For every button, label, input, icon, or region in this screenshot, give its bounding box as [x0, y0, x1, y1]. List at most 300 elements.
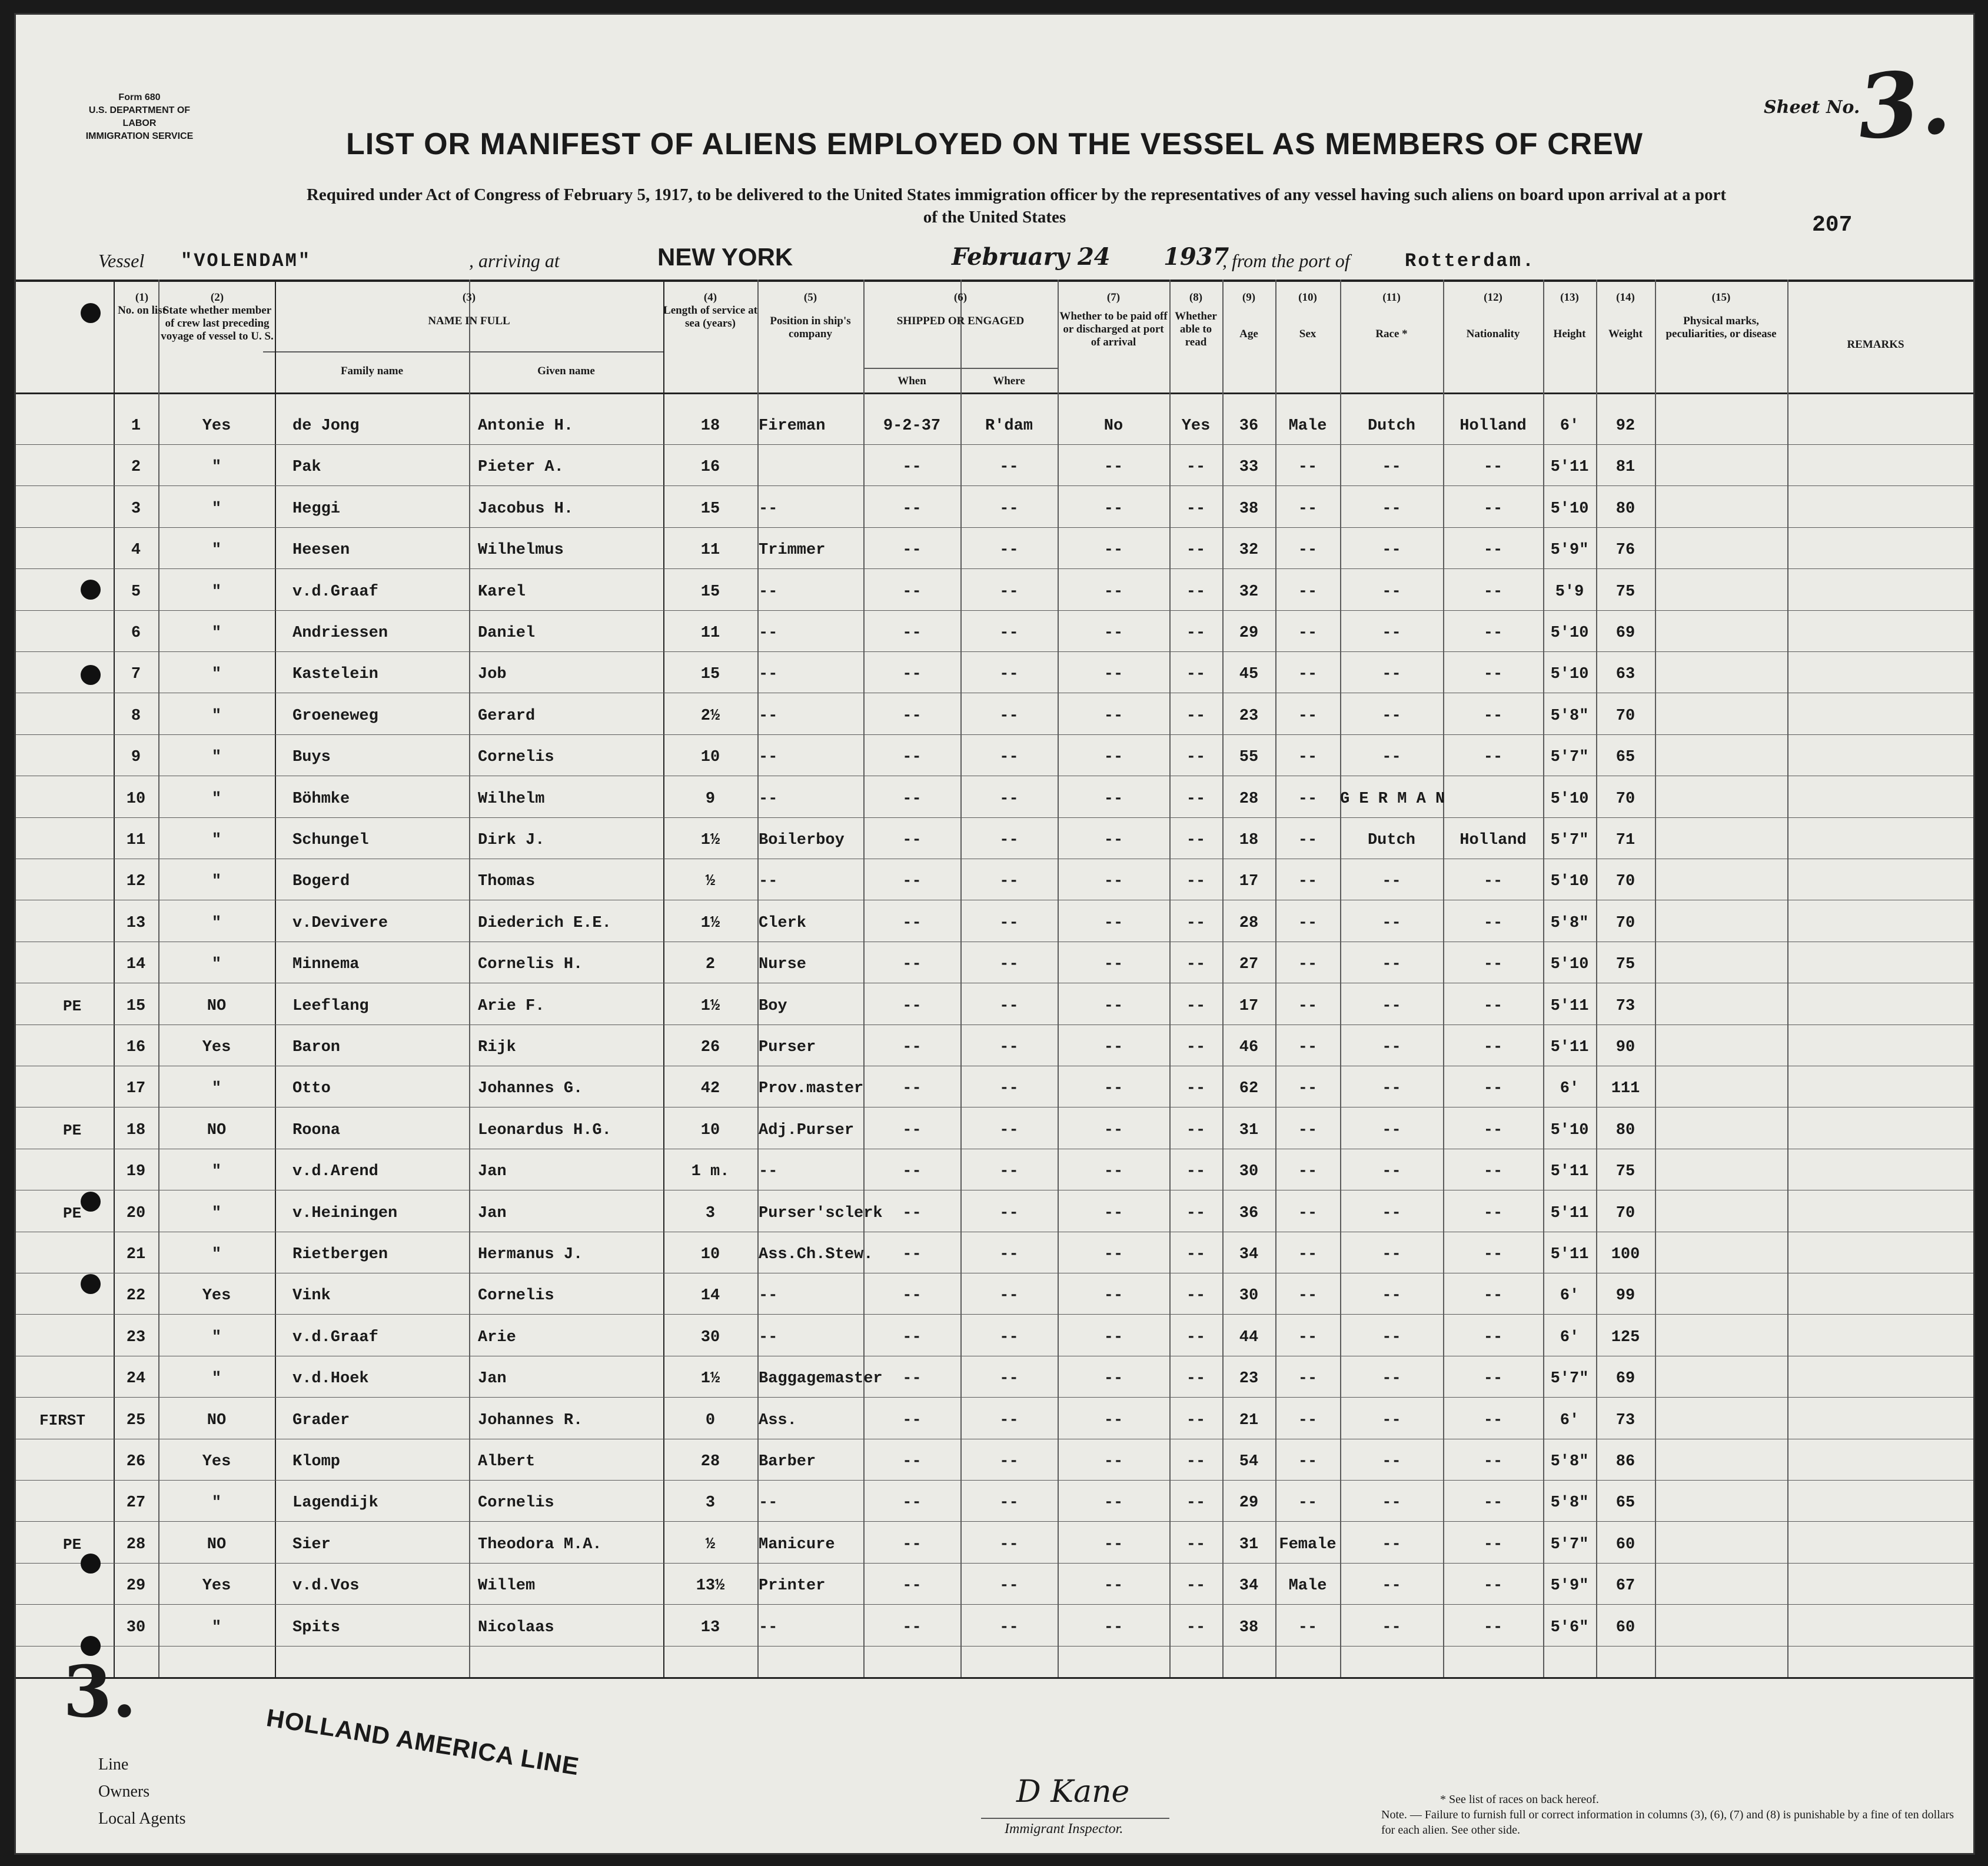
cell-nat: -- — [1483, 1328, 1503, 1346]
cell-no: 9 — [131, 749, 141, 767]
cell-weight: 69 — [1615, 624, 1635, 642]
cell-age: 31 — [1239, 1121, 1259, 1139]
cell-height: 5'10 — [1550, 873, 1589, 891]
cell-service: 1½ — [700, 1370, 720, 1388]
punch-hole — [81, 1274, 101, 1294]
cell-when: -- — [902, 1287, 922, 1305]
cell-prev: " — [211, 1163, 222, 1181]
cell-no: 16 — [126, 1039, 146, 1056]
cell-read: -- — [1186, 624, 1206, 642]
cell-given: Arie F. — [478, 997, 545, 1015]
cell-age: 23 — [1239, 707, 1259, 725]
cell-when: -- — [902, 749, 922, 767]
cell-weight: 125 — [1611, 1328, 1640, 1346]
cell-no: 1 — [131, 417, 141, 435]
cell-nat: -- — [1483, 749, 1503, 767]
cell-service: ½ — [705, 873, 716, 891]
cell-age: 45 — [1239, 666, 1259, 684]
cell-age: 29 — [1239, 624, 1259, 642]
margin-note: PE — [63, 997, 82, 1015]
cell-race: -- — [1382, 1039, 1401, 1056]
cell-position: Manicure — [759, 1535, 835, 1554]
cell-no: 12 — [126, 873, 146, 891]
col-header-family: Family name — [340, 365, 404, 377]
cell-read: -- — [1186, 1246, 1206, 1263]
cell-sex: -- — [1298, 749, 1318, 767]
cell-no: 5 — [131, 583, 141, 601]
cell-read: -- — [1186, 1577, 1206, 1595]
cell-when: -- — [902, 707, 922, 725]
cell-position: -- — [759, 500, 778, 518]
cell-age: 46 — [1239, 1039, 1259, 1056]
cell-weight: 90 — [1615, 1039, 1635, 1056]
col-header-1: (1) No. on list — [118, 291, 166, 317]
cell-race: -- — [1382, 749, 1401, 767]
cell-where: -- — [999, 500, 1019, 518]
cell-family: Groeneweg — [292, 707, 378, 725]
cell-position: -- — [759, 583, 778, 601]
cell-race: -- — [1382, 1121, 1401, 1139]
cell-race: -- — [1382, 1246, 1401, 1263]
cell-age: 31 — [1239, 1535, 1259, 1554]
cell-age: 32 — [1239, 583, 1259, 601]
cell-family: Lagendijk — [292, 1494, 378, 1512]
cell-nat: -- — [1483, 1411, 1503, 1429]
cell-paid: -- — [1103, 1370, 1123, 1388]
col-header-when: When — [897, 375, 926, 387]
cell-paid: -- — [1103, 749, 1123, 767]
cell-given: Johannes R. — [478, 1411, 583, 1429]
cell-no: 10 — [126, 790, 146, 808]
cell-height: 6' — [1560, 417, 1580, 435]
cell-family: Klomp — [292, 1453, 341, 1471]
cell-weight: 65 — [1615, 749, 1635, 767]
cell-given: Antonie H. — [478, 417, 574, 435]
cell-no: 27 — [126, 1494, 146, 1512]
cell-race: Dutch — [1367, 417, 1415, 435]
cell-prev: Yes — [202, 1039, 231, 1056]
cell-race: -- — [1382, 873, 1401, 891]
cell-family: Böhmke — [292, 790, 350, 808]
cell-height: 5'8" — [1550, 1494, 1589, 1512]
cell-age: 29 — [1239, 1494, 1259, 1512]
cell-family: Leeflang — [292, 997, 369, 1015]
cell-prev: " — [211, 1080, 222, 1098]
cell-service: ½ — [705, 1535, 716, 1554]
cell-when: -- — [902, 583, 922, 601]
cell-paid: -- — [1103, 914, 1123, 932]
cell-read: -- — [1186, 1494, 1206, 1512]
cell-nat: -- — [1483, 914, 1503, 932]
cell-paid: -- — [1103, 1163, 1123, 1181]
cell-age: 17 — [1239, 997, 1259, 1015]
cell-sex: -- — [1298, 624, 1318, 642]
cell-where: -- — [999, 956, 1019, 974]
cell-height: 6' — [1560, 1287, 1580, 1305]
cell-race: -- — [1382, 1577, 1401, 1595]
cell-position: -- — [759, 707, 778, 725]
cell-family: Minnema — [292, 956, 360, 974]
cell-family: Bogerd — [292, 873, 350, 891]
cell-nat: Holland — [1460, 831, 1527, 849]
cell-family: Heggi — [292, 500, 341, 518]
cell-family: v.d.Arend — [292, 1163, 378, 1181]
col-header-4: (4) Length of service at sea (years) — [663, 291, 757, 330]
cell-when: -- — [902, 541, 922, 560]
cell-race: -- — [1382, 1370, 1401, 1388]
cell-height: 5'10 — [1550, 956, 1589, 974]
cell-when: -- — [902, 666, 922, 684]
cell-given: Wilhelmus — [478, 541, 564, 560]
cell-nat: -- — [1483, 956, 1503, 974]
cell-given: Gerard — [478, 707, 536, 725]
cell-service: 30 — [700, 1328, 720, 1346]
cell-given: Johannes G. — [478, 1080, 583, 1098]
cell-family: de Jong — [292, 417, 360, 435]
cell-weight: 80 — [1615, 500, 1635, 518]
cell-weight: 73 — [1615, 1411, 1635, 1429]
cell-service: 2½ — [700, 707, 720, 725]
cell-service: 0 — [705, 1411, 716, 1429]
cell-race: G E R M A N — [1340, 790, 1445, 808]
cell-nat: -- — [1483, 458, 1503, 477]
cell-nat: -- — [1483, 1204, 1503, 1222]
cell-where: -- — [999, 1080, 1019, 1098]
col-header-remarks: REMARKS — [1847, 338, 1904, 351]
cell-height: 5'10 — [1550, 790, 1589, 808]
punch-hole — [81, 1192, 101, 1212]
cell-weight: 86 — [1615, 1453, 1635, 1471]
sheet-number: 3. — [1854, 49, 1954, 160]
sheet-stamp: 207 — [1812, 212, 1853, 238]
page-title: LIST OR MANIFEST OF ALIENS EMPLOYED ON THE VESSEL AS MEMBERS OF CREW — [346, 127, 1643, 161]
cell-when: -- — [902, 1039, 922, 1056]
cell-race: -- — [1382, 500, 1401, 518]
cell-given: Pieter A. — [478, 458, 564, 477]
cell-no: 17 — [126, 1080, 146, 1098]
cell-sex: Male — [1288, 1577, 1327, 1595]
cell-no: 6 — [131, 624, 141, 642]
cell-height: 5'8" — [1550, 914, 1589, 932]
cell-weight: 92 — [1615, 417, 1635, 435]
cell-no: 15 — [126, 997, 146, 1015]
cell-prev: " — [211, 790, 222, 808]
cell-when: -- — [902, 1453, 922, 1471]
cell-prev: " — [211, 666, 222, 684]
form-department: U.S. DEPARTMENT OF LABOR — [88, 105, 191, 128]
cell-prev: NO — [207, 1535, 227, 1554]
cell-race: -- — [1382, 541, 1401, 560]
cell-position: Fireman — [759, 417, 826, 435]
cell-sex: -- — [1298, 1328, 1318, 1346]
from-port: Rotterdam. — [1405, 250, 1536, 272]
cell-sex: -- — [1298, 873, 1318, 891]
cell-when: -- — [902, 790, 922, 808]
cell-given: Daniel — [478, 624, 536, 642]
cell-prev: " — [211, 1246, 222, 1263]
cell-weight: 75 — [1615, 1163, 1635, 1181]
cell-paid: -- — [1103, 624, 1123, 642]
cell-given: Jan — [478, 1370, 507, 1388]
cell-sex: -- — [1298, 541, 1318, 560]
cell-race: -- — [1382, 1328, 1401, 1346]
cell-read: -- — [1186, 1411, 1206, 1429]
footnotes: * See list of races on back hereof. Note. — Failure to furnish full or correct information in columns (3), (6), (7) and (8) is punishable by a fine of ten dollars for each alien. See other side. — [1381, 1793, 1954, 1837]
cell-sex: Male — [1288, 417, 1327, 435]
cell-weight: 70 — [1615, 707, 1635, 725]
cell-read: -- — [1186, 1618, 1206, 1637]
cell-service: 14 — [700, 1287, 720, 1305]
cell-prev: " — [211, 956, 222, 974]
cell-nat: -- — [1483, 1121, 1503, 1139]
cell-no: 3 — [131, 500, 141, 518]
col-header-7: (7) Whether to be paid off or discharged at port of arrival — [1059, 291, 1168, 348]
cell-nat: -- — [1483, 1287, 1503, 1305]
cell-read: -- — [1186, 541, 1206, 560]
cell-service: 42 — [700, 1080, 720, 1098]
subtitle-line1: Required under Act of Congress of February 5, 1917, to be delivered to the United States immigration officer by the representatives of any vessel having such aliens on board upon arrival at a port — [306, 185, 1727, 204]
form-number: Form 680 — [118, 92, 161, 102]
cell-height: 5'9 — [1555, 583, 1584, 601]
cell-paid: -- — [1103, 1287, 1123, 1305]
cell-read: -- — [1186, 1453, 1206, 1471]
cell-family: v.d.Hoek — [292, 1370, 369, 1388]
cell-read: -- — [1186, 500, 1206, 518]
cell-weight: 71 — [1615, 831, 1635, 849]
col-header-2: (2) State whether member of crew last preceding voyage of vessel to U. S. — [161, 291, 274, 342]
cell-where: -- — [999, 1535, 1019, 1554]
cell-service: 3 — [705, 1494, 716, 1512]
cell-where: -- — [999, 1618, 1019, 1637]
cell-race: Dutch — [1367, 831, 1415, 849]
cell-sex: -- — [1298, 1453, 1318, 1471]
cell-sex: -- — [1298, 1494, 1318, 1512]
col-header-5: (5) Position in ship's company — [770, 291, 851, 340]
cell-where: -- — [999, 541, 1019, 560]
cell-race: -- — [1382, 914, 1401, 932]
cell-age: 44 — [1239, 1328, 1259, 1346]
cell-paid: -- — [1103, 1204, 1123, 1222]
cell-no: 20 — [126, 1204, 146, 1222]
handwritten-sheet-number: 3. — [63, 1651, 137, 1734]
cell-nat: -- — [1483, 541, 1503, 560]
cell-no: 11 — [126, 831, 146, 849]
cell-race: -- — [1382, 1453, 1401, 1471]
cell-read: -- — [1186, 666, 1206, 684]
cell-when: -- — [902, 1411, 922, 1429]
cell-prev: " — [211, 1370, 222, 1388]
cell-position: -- — [759, 666, 778, 684]
cell-age: 38 — [1239, 1618, 1259, 1637]
cell-service: 1½ — [700, 831, 720, 849]
cell-no: 18 — [126, 1121, 146, 1139]
cell-position: Trimmer — [759, 541, 826, 560]
cell-nat: -- — [1483, 997, 1503, 1015]
margin-note: PE — [63, 1204, 82, 1222]
cell-no: 7 — [131, 666, 141, 684]
cell-service: 15 — [700, 666, 720, 684]
cell-position: Purser — [759, 1039, 816, 1056]
cell-read: -- — [1186, 1080, 1206, 1098]
cell-sex: -- — [1298, 1287, 1318, 1305]
cell-when: -- — [902, 1535, 922, 1554]
cell-position: Baggagemaster — [759, 1370, 883, 1388]
cell-position: Prov.master — [759, 1080, 864, 1098]
cell-age: 18 — [1239, 831, 1259, 849]
cell-weight: 70 — [1615, 1204, 1635, 1222]
cell-service: 15 — [700, 500, 720, 518]
cell-sex: -- — [1298, 1121, 1318, 1139]
inspector-label: Immigrant Inspector. — [1005, 1821, 1123, 1837]
cell-nat: -- — [1483, 873, 1503, 891]
cell-prev: Yes — [202, 1453, 231, 1471]
cell-height: 5'10 — [1550, 500, 1589, 518]
cell-prev: " — [211, 873, 222, 891]
cell-weight: 60 — [1615, 1618, 1635, 1637]
cell-race: -- — [1382, 1411, 1401, 1429]
cell-weight: 69 — [1615, 1370, 1635, 1388]
cell-position: Purser'sclerk — [759, 1204, 883, 1222]
cell-sex: Female — [1279, 1535, 1337, 1554]
cell-no: 2 — [131, 458, 141, 477]
cell-age: 62 — [1239, 1080, 1259, 1098]
cell-race: -- — [1382, 458, 1401, 477]
cell-position: Adj.Purser — [759, 1121, 855, 1139]
cell-height: 5'10 — [1550, 1121, 1589, 1139]
cell-height: 6' — [1560, 1411, 1580, 1429]
inspector-signature: D Kane — [1016, 1774, 1130, 1810]
cell-weight: 75 — [1615, 583, 1635, 601]
cell-given: Jacobus H. — [478, 500, 574, 518]
cell-family: v.Devivere — [292, 914, 388, 932]
col-header-14: (14) Weight — [1608, 291, 1643, 340]
cell-read: -- — [1186, 1287, 1206, 1305]
cell-position: -- — [759, 1328, 778, 1346]
cell-position: -- — [759, 624, 778, 642]
cell-position: -- — [759, 749, 778, 767]
cell-family: Spits — [292, 1618, 341, 1637]
cell-no: 29 — [126, 1577, 146, 1595]
col-header-11: (11) Race * — [1375, 291, 1408, 340]
cell-family: Grader — [292, 1411, 350, 1429]
manifest-sheet — [14, 13, 1975, 1855]
cell-height: 5'9" — [1550, 1577, 1589, 1595]
margin-note: PE — [63, 1121, 82, 1139]
cell-position: Barber — [759, 1453, 816, 1471]
cell-height: 5'11 — [1550, 1039, 1589, 1056]
cell-read: -- — [1186, 1163, 1206, 1181]
cell-given: Hermanus J. — [478, 1246, 583, 1263]
cell-paid: -- — [1103, 1453, 1123, 1471]
cell-service: 3 — [705, 1204, 716, 1222]
cell-age: 30 — [1239, 1163, 1259, 1181]
cell-nat: -- — [1483, 1577, 1503, 1595]
cell-family: Sier — [292, 1535, 331, 1554]
cell-prev: " — [211, 541, 222, 560]
margin-note: PE — [63, 1535, 82, 1554]
cell-position: -- — [759, 873, 778, 891]
line-label: Line — [98, 1755, 129, 1774]
cell-family: v.Heiningen — [292, 1204, 398, 1222]
cell-prev: " — [211, 458, 222, 477]
cell-where: -- — [999, 1370, 1019, 1388]
cell-weight: 75 — [1615, 956, 1635, 974]
cell-nat: -- — [1483, 1080, 1503, 1098]
cell-sex: -- — [1298, 1163, 1318, 1181]
cell-nat: -- — [1483, 624, 1503, 642]
col-header-3: (3) NAME IN FULL — [428, 291, 510, 327]
cell-weight: 65 — [1615, 1494, 1635, 1512]
cell-service: 2 — [705, 956, 716, 974]
cell-when: -- — [902, 1370, 922, 1388]
cell-nat: -- — [1483, 1494, 1503, 1512]
cell-age: 36 — [1239, 417, 1259, 435]
cell-given: Albert — [478, 1453, 536, 1471]
cell-paid: -- — [1103, 956, 1123, 974]
cell-height: 5'8" — [1550, 1453, 1589, 1471]
cell-where: -- — [999, 1121, 1019, 1139]
cell-position: -- — [759, 1287, 778, 1305]
cell-age: 54 — [1239, 1453, 1259, 1471]
cell-service: 13½ — [696, 1577, 725, 1595]
cell-where: -- — [999, 831, 1019, 849]
cell-service: 16 — [700, 458, 720, 477]
cell-where: -- — [999, 914, 1019, 932]
cell-prev: " — [211, 583, 222, 601]
cell-height: 5'9" — [1550, 541, 1589, 560]
cell-sex: -- — [1298, 1411, 1318, 1429]
cell-height: 5'10 — [1550, 624, 1589, 642]
cell-prev: " — [211, 749, 222, 767]
cell-sex: -- — [1298, 1370, 1318, 1388]
cell-nat: -- — [1483, 1039, 1503, 1056]
cell-race: -- — [1382, 1080, 1401, 1098]
cell-given: Karel — [478, 583, 526, 601]
cell-position: -- — [759, 790, 778, 808]
cell-prev: " — [211, 707, 222, 725]
cell-no: 8 — [131, 707, 141, 725]
cell-prev: Yes — [202, 1577, 231, 1595]
col-header-8: (8) Whether able to read — [1175, 291, 1217, 348]
cell-when: -- — [902, 1163, 922, 1181]
cell-height: 5'8" — [1550, 707, 1589, 725]
cell-where: -- — [999, 1328, 1019, 1346]
cell-paid: -- — [1103, 1618, 1123, 1637]
cell-sex: -- — [1298, 1080, 1318, 1098]
punch-hole — [81, 580, 101, 600]
cell-paid: -- — [1103, 1246, 1123, 1263]
cell-family: Buys — [292, 749, 331, 767]
cell-nat: -- — [1483, 1535, 1503, 1554]
cell-family: Rietbergen — [292, 1246, 388, 1263]
cell-paid: -- — [1103, 1577, 1123, 1595]
cell-given: Job — [478, 666, 507, 684]
cell-paid: -- — [1103, 500, 1123, 518]
cell-sex: -- — [1298, 666, 1318, 684]
cell-given: Theodora M.A. — [478, 1535, 602, 1554]
cell-prev: NO — [207, 997, 227, 1015]
cell-where: -- — [999, 1453, 1019, 1471]
cell-read: -- — [1186, 1535, 1206, 1554]
cell-position: Ass.Ch.Stew. — [759, 1246, 873, 1263]
cell-race: -- — [1382, 997, 1401, 1015]
cell-read: -- — [1186, 583, 1206, 601]
cell-sex: -- — [1298, 1618, 1318, 1637]
cell-sex: -- — [1298, 1204, 1318, 1222]
cell-no: 14 — [126, 956, 146, 974]
cell-race: -- — [1382, 1287, 1401, 1305]
cell-sex: -- — [1298, 500, 1318, 518]
